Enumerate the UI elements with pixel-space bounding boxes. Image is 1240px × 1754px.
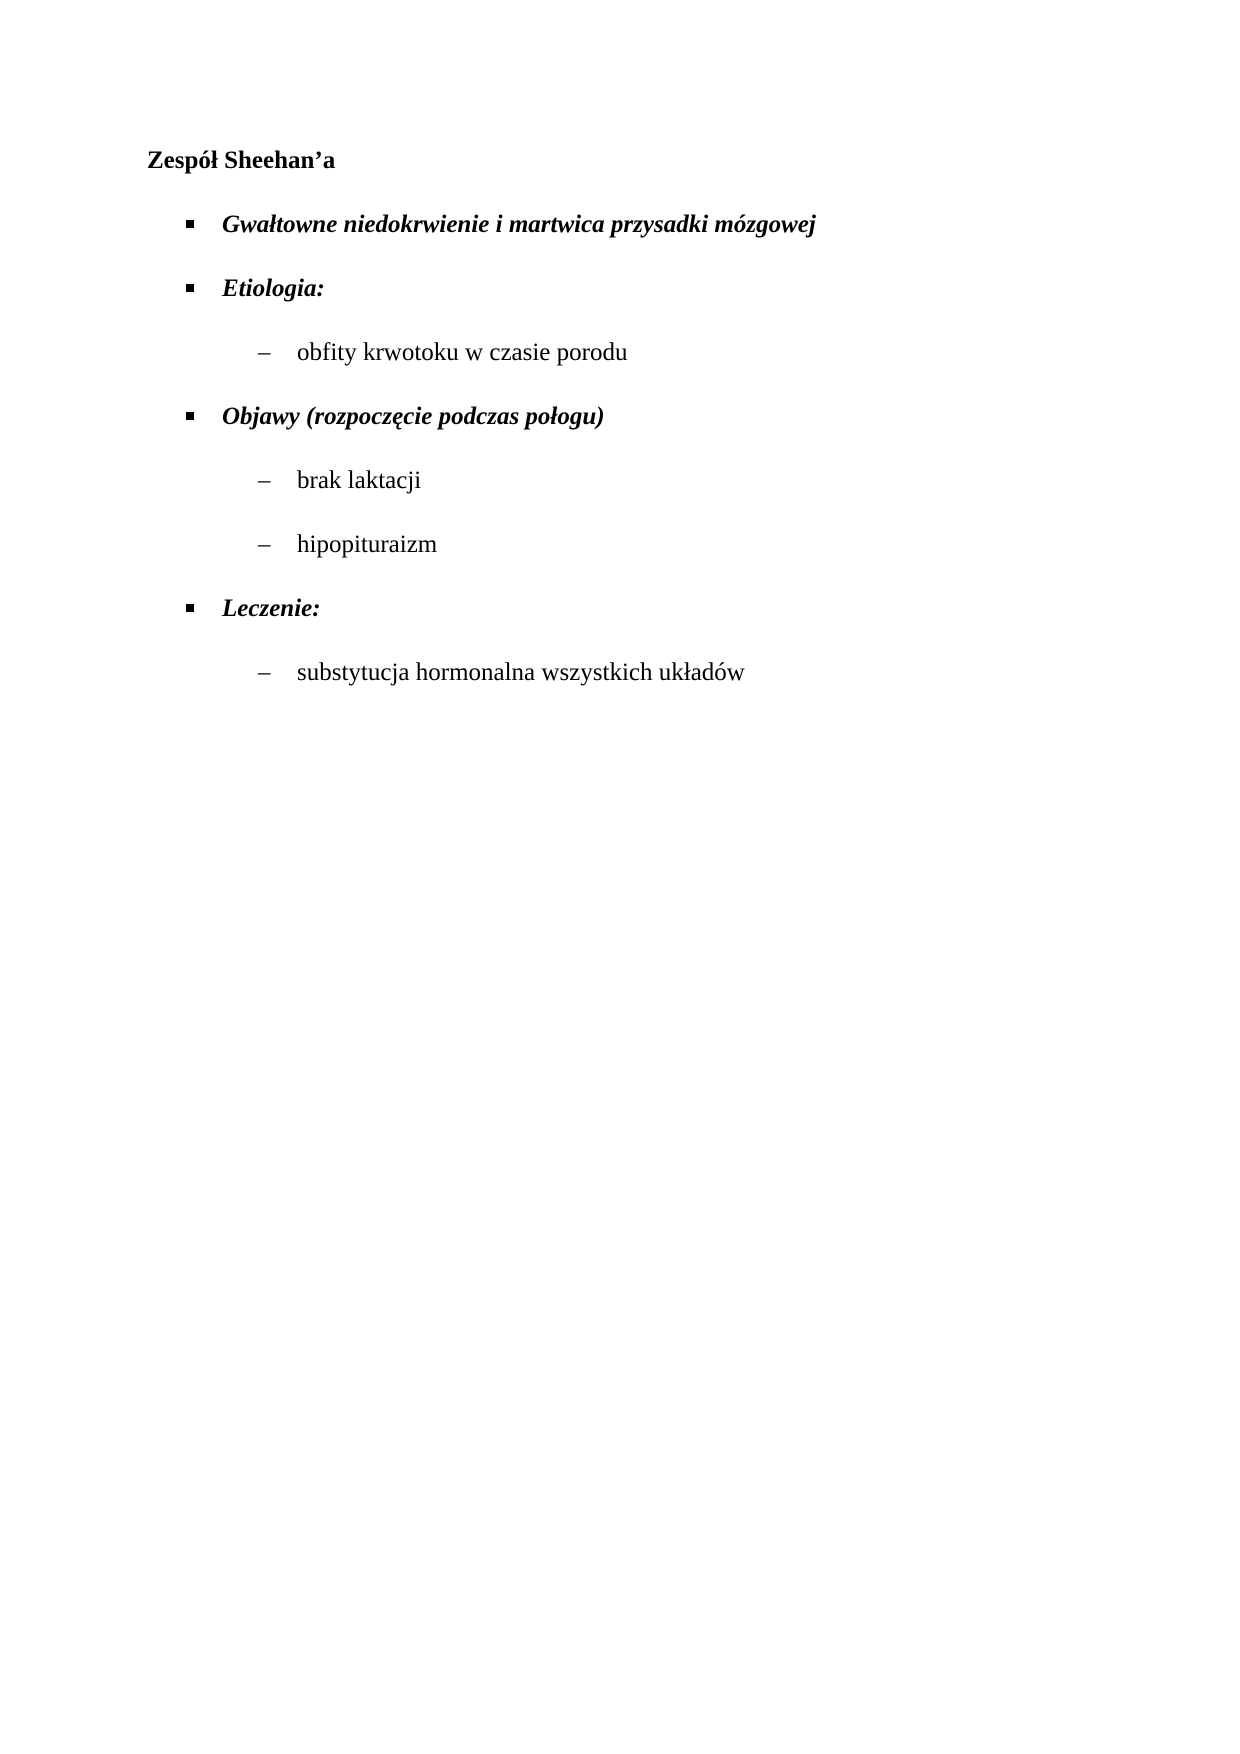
bullet-item xyxy=(186,592,321,626)
bullet-heading: Leczenie: xyxy=(222,595,321,622)
dash-marker: – xyxy=(258,339,271,366)
sub-item-text: obfity krwotoku w czasie porodu xyxy=(297,339,628,366)
dash-marker: – xyxy=(258,467,271,494)
dash-marker: – xyxy=(258,531,271,558)
bullet-heading: Gwałtowne niedokrwienie i martwica przysadki mózgowej xyxy=(222,211,816,238)
bullet-item xyxy=(186,208,816,242)
bullet-heading: Etiologia: xyxy=(222,275,325,302)
square-bullet-icon xyxy=(186,220,194,228)
dash-marker: – xyxy=(258,659,271,686)
document-title: Zespół Sheehan’a xyxy=(147,147,336,174)
square-bullet-icon xyxy=(186,604,194,612)
bullet-item xyxy=(186,272,325,306)
square-bullet-icon xyxy=(186,284,194,292)
sub-item-text: hipopituraizm xyxy=(297,531,438,558)
sub-item-text: substytucja hormonalna wszystkich układów xyxy=(297,659,745,686)
bullet-item xyxy=(186,400,605,434)
sub-item-text: brak laktacji xyxy=(297,467,422,494)
square-bullet-icon xyxy=(186,412,194,420)
bullet-heading: Objawy (rozpoczęcie podczas połogu) xyxy=(222,403,605,430)
